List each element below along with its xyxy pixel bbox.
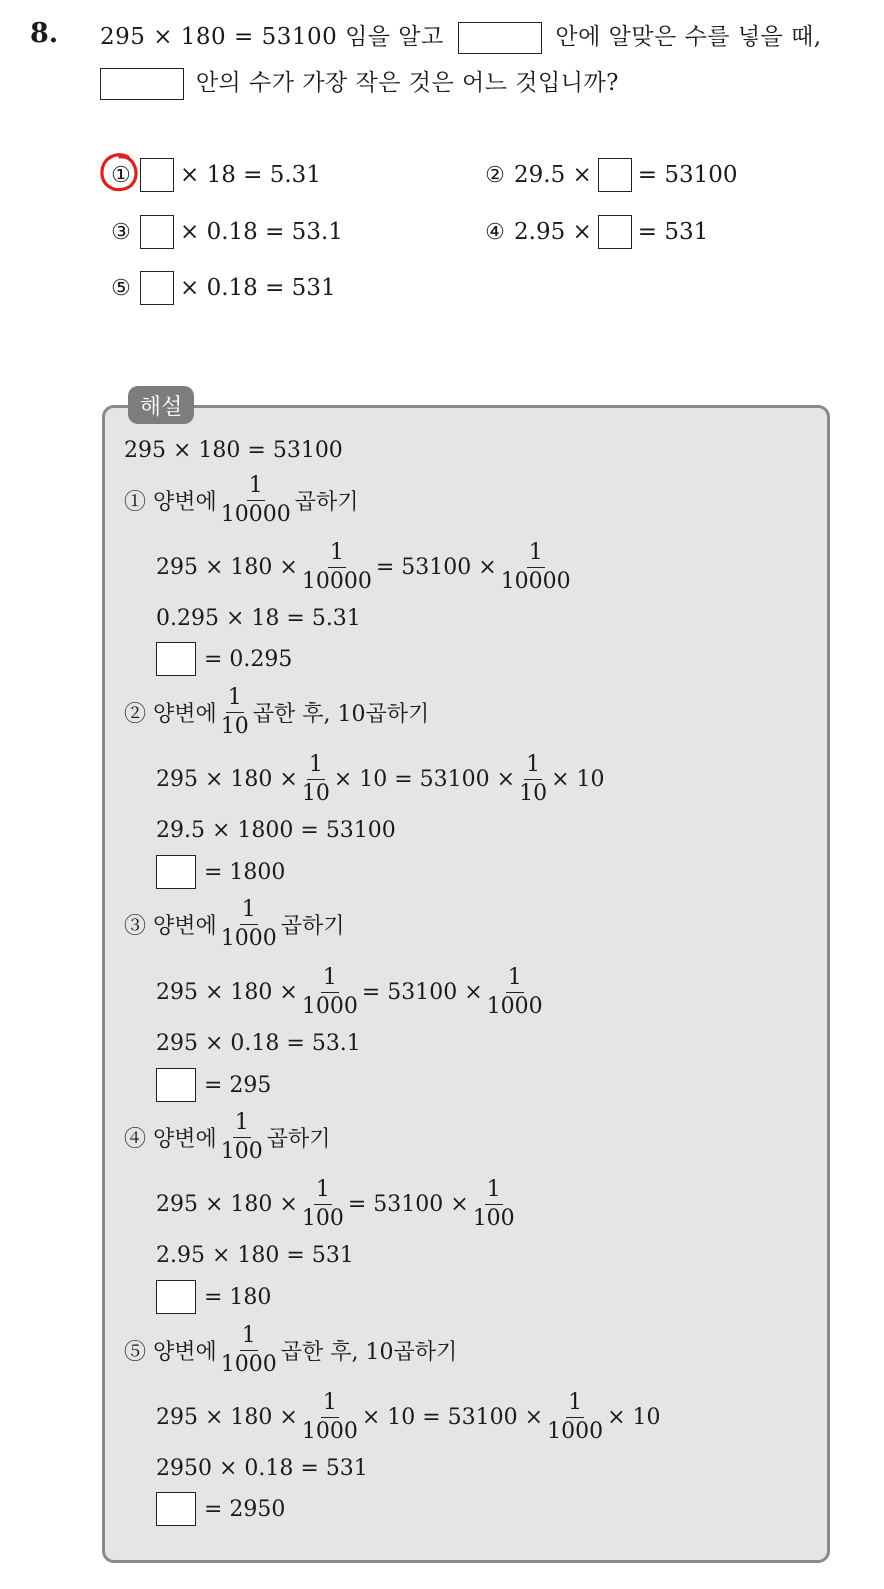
option-3[interactable] bbox=[108, 215, 343, 249]
step-4-result: 2.95 × 180 = 531 bbox=[156, 1243, 354, 1268]
step-2-result: 29.5 × 1800 = 53100 bbox=[156, 818, 396, 843]
solution-given: 295 × 180 = 53100 bbox=[124, 438, 343, 463]
blank-box bbox=[140, 271, 174, 305]
blank-box bbox=[598, 215, 632, 249]
step-1-equation: 295 × 180 × $\frac{1}{10000}$ = 53100 × $\frac{1}{10000}$ bbox=[156, 540, 571, 594]
step-4-answer: = 180 bbox=[156, 1280, 271, 1314]
step-5-heading: ⑤ 양변에 $\frac{1}{1000}$ 곱한 후, 10곱하기 bbox=[124, 1323, 458, 1377]
step-1-answer: = 0.295 bbox=[156, 642, 292, 676]
option-4[interactable] bbox=[482, 215, 708, 249]
step-5-result: 2950 × 0.18 = 531 bbox=[156, 1456, 368, 1481]
fraction: $\frac{1}{100}$ bbox=[301, 1177, 344, 1231]
step-5-answer: = 2950 bbox=[156, 1492, 285, 1526]
option-2[interactable] bbox=[482, 158, 738, 192]
step-2-answer: = 1800 bbox=[156, 855, 285, 889]
option-expression: × 0.18 = 531 bbox=[180, 275, 336, 301]
blank-box bbox=[140, 158, 174, 192]
question-text-1a: 295 × 180 = 53100 임을 알고 bbox=[100, 24, 444, 50]
answer-mark-circle-icon bbox=[98, 151, 140, 193]
fraction: $\frac{1}{1000}$ bbox=[547, 1390, 604, 1444]
step-3-heading: ③ 양변에 $\frac{1}{1000}$ 곱하기 bbox=[124, 897, 345, 951]
fraction: $\frac{1}{10000}$ bbox=[500, 540, 571, 594]
blank-box bbox=[598, 158, 632, 192]
step-3-equation: 295 × 180 × $\frac{1}{1000}$ = 53100 × $\frac{1}{1000}$ bbox=[156, 965, 543, 1019]
fraction: $\frac{1}{1000}$ bbox=[301, 1390, 358, 1444]
fraction: $\frac{1}{1000}$ bbox=[486, 965, 543, 1019]
fraction: $\frac{1}{10}$ bbox=[301, 752, 330, 806]
option-expression-pre: 2.95 × bbox=[514, 219, 592, 245]
fraction: $\frac{1}{10}$ bbox=[519, 752, 548, 806]
step-2-equation: 295 × 180 × $\frac{1}{10}$ × 10 = 53100 × $\frac{1}{10}$ × 10 bbox=[156, 752, 605, 806]
option-expression: × 0.18 = 53.1 bbox=[180, 219, 343, 245]
fraction: $\frac{1}{10000}$ bbox=[220, 473, 291, 527]
step-1-result: 0.295 × 18 = 5.31 bbox=[156, 606, 361, 631]
blank-box bbox=[140, 215, 174, 249]
option-expression: × 18 = 5.31 bbox=[180, 162, 321, 188]
option-number: ⑤ bbox=[111, 275, 131, 301]
option-number: ③ bbox=[111, 219, 131, 245]
option-number: ④ bbox=[485, 219, 505, 245]
step-heading-text: 곱하기 bbox=[294, 490, 359, 515]
blank-box bbox=[156, 642, 196, 676]
blank-box bbox=[100, 68, 184, 100]
fraction: $\frac{1}{10}$ bbox=[220, 685, 249, 739]
fraction: $\frac{1}{10000}$ bbox=[301, 540, 372, 594]
fraction: $\frac{1}{1000}$ bbox=[220, 897, 277, 951]
step-4-heading: ④ 양변에 $\frac{1}{100}$ 곱하기 bbox=[124, 1110, 331, 1164]
blank-box bbox=[156, 1492, 196, 1526]
step-4-equation: 295 × 180 × $\frac{1}{100}$ = 53100 × $\frac{1}{100}$ bbox=[156, 1177, 515, 1231]
step-3-answer: = 295 bbox=[156, 1068, 271, 1102]
step-1-heading bbox=[124, 474, 359, 527]
fraction: $\frac{1}{100}$ bbox=[220, 1110, 263, 1164]
option-number: ② bbox=[485, 162, 505, 188]
option-number: ① bbox=[111, 162, 131, 188]
solution-tag: 해설 bbox=[128, 386, 194, 424]
step-heading-text: ① 양변에 bbox=[124, 490, 217, 515]
step-5-equation: 295 × 180 × $\frac{1}{1000}$ × 10 = 53100 × $\frac{1}{1000}$ × 10 bbox=[156, 1390, 661, 1444]
fraction: $\frac{1}{100}$ bbox=[472, 1177, 515, 1231]
fraction: $\frac{1}{1000}$ bbox=[220, 1323, 277, 1377]
option-expression: = 531 bbox=[637, 219, 709, 245]
option-5[interactable] bbox=[108, 271, 336, 305]
question-text-1b: 안에 알맞은 수를 넣을 때, bbox=[555, 24, 822, 50]
step-2-heading: ② 양변에 $\frac{1}{10}$ 곱한 후, 10곱하기 bbox=[124, 685, 430, 739]
question-number: 8. bbox=[30, 18, 59, 49]
blank-box bbox=[156, 1068, 196, 1102]
option-expression: = 53100 bbox=[637, 162, 738, 188]
step-3-result: 295 × 0.18 = 53.1 bbox=[156, 1031, 361, 1056]
question-line-2 bbox=[100, 64, 619, 100]
blank-box bbox=[156, 855, 196, 889]
fraction: $\frac{1}{1000}$ bbox=[301, 965, 358, 1019]
question-text-2: 안의 수가 가장 작은 것은 어느 것입니까? bbox=[195, 70, 619, 96]
blank-box bbox=[458, 22, 542, 54]
option-expression-pre: 29.5 × bbox=[514, 162, 592, 188]
blank-box bbox=[156, 1280, 196, 1314]
question-line-1 bbox=[100, 18, 822, 54]
